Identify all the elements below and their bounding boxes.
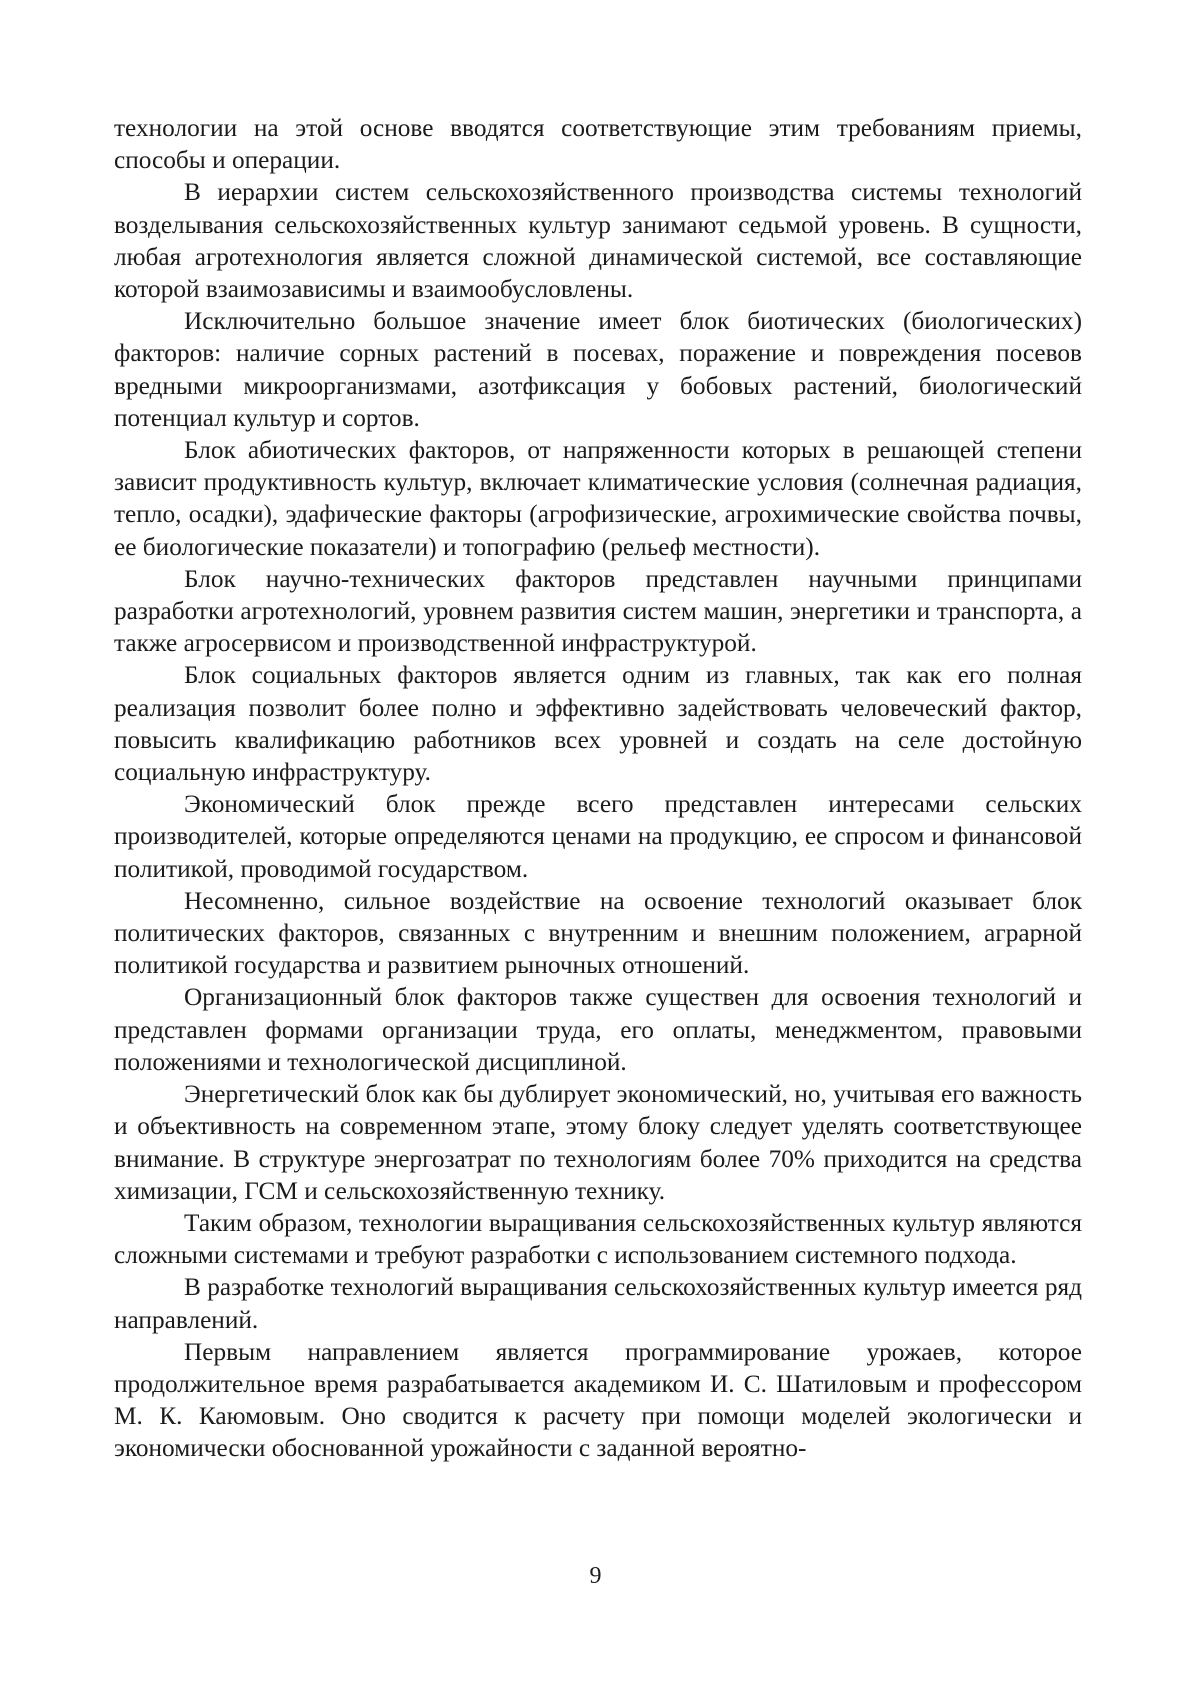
paragraph-directions: В разработке технологий выращивания сельскохозяйственных культур имеется ряд направлений. <box>114 1273 1082 1334</box>
paragraph-social-factors: Блок социальных факторов является одним из главных, так как его полная реализация позволит более полно и эффективно задействовать человеческий фактор, повысить квалификацию работников всех уровней и создать на селе достойную социальную инфраструктуру. <box>114 661 1082 787</box>
paragraph-yield-programming: Первым направлением является программирование урожаев, которое продолжительное время разрабатывается академиком И. С. Шатиловым и профессором М. К. Каюмовым. Оно сводится к расчету при помощи моделей экологически и экономически обоснованной урожайности с заданной вероятно- <box>114 1337 1082 1463</box>
paragraph-energy-block: Энергетический блок как бы дублирует экономический, но, учитывая его важность и объективность на современном этапе, этому блоку следует уделять соответствующее внимание. В структуре энергозатрат по технологиям более 70% приходится на средства химизации, ГСМ и сельскохозяйственную технику. <box>114 1080 1082 1205</box>
paragraph-biotic-factors: Исключительно большое значение имеет блок биотических (биологических) факторов: наличие сорных растений в посевах, поражение и повреждения посевов вредными микроорганизмами, азотфиксация у бобовых растений, биологический потенциал культур и сортов. <box>114 307 1082 432</box>
paragraph-economic-block: Экономический блок прежде всего представлен интересами сельских производителей, которые определяются ценами на продукцию, ее спросом и финансовой политикой, проводимой государством. <box>114 790 1082 883</box>
paragraph-abiotic-factors: Блок абиотических факторов, от напряженности которых в решающей степени зависит продуктивность культур, включает климатические условия (солнечная радиация, тепло, осадки), эдафические факторы (агрофизические, агрохимические свойства почвы, ее биологические показатели) и топографию (рельеф местности). <box>114 436 1082 561</box>
body-text <box>114 112 1082 1465</box>
paragraph-continued: технологии на этой основе вводятся соответствующие этим требованиям приемы, способы и операции. <box>114 114 1082 175</box>
page-number: 9 <box>589 1563 602 1589</box>
paragraph-scientific-technical-factors: Блок научно-технических факторов представлен научными принципами разработки агротехнологий, уровнем развития систем машин, энергетики и транспорта, а также агросервисом и производственной инфраструктурой. <box>114 564 1082 658</box>
paragraph-hierarchy: В иерархии систем сельскохозяйственного производства системы технологий возделывания сельскохозяйственных культур занимают седьмой уровень. В сущности, любая агротехнология является сложной динамической системой, все составляющие которой взаимозависимы и взаимообусловлены. <box>114 178 1082 304</box>
paragraph-conclusion: Таким образом, технологии выращивания сельскохозяйственных культур являются сложными системами и требуют разработки с использованием системного подхода. <box>114 1208 1082 1270</box>
paragraph-political-factors: Несомненно, сильное воздействие на освоение технологий оказывает блок политических факторов, связанных с внутренним и внешним положением, аграрной политикой государства и развитием рыночных отношений. <box>114 886 1082 980</box>
paragraph-organizational-block: Организационный блок факторов также существен для освоения технологий и представлен формами организации труда, его оплаты, менеджментом, правовыми положениями и технологической дисциплиной. <box>114 983 1082 1076</box>
